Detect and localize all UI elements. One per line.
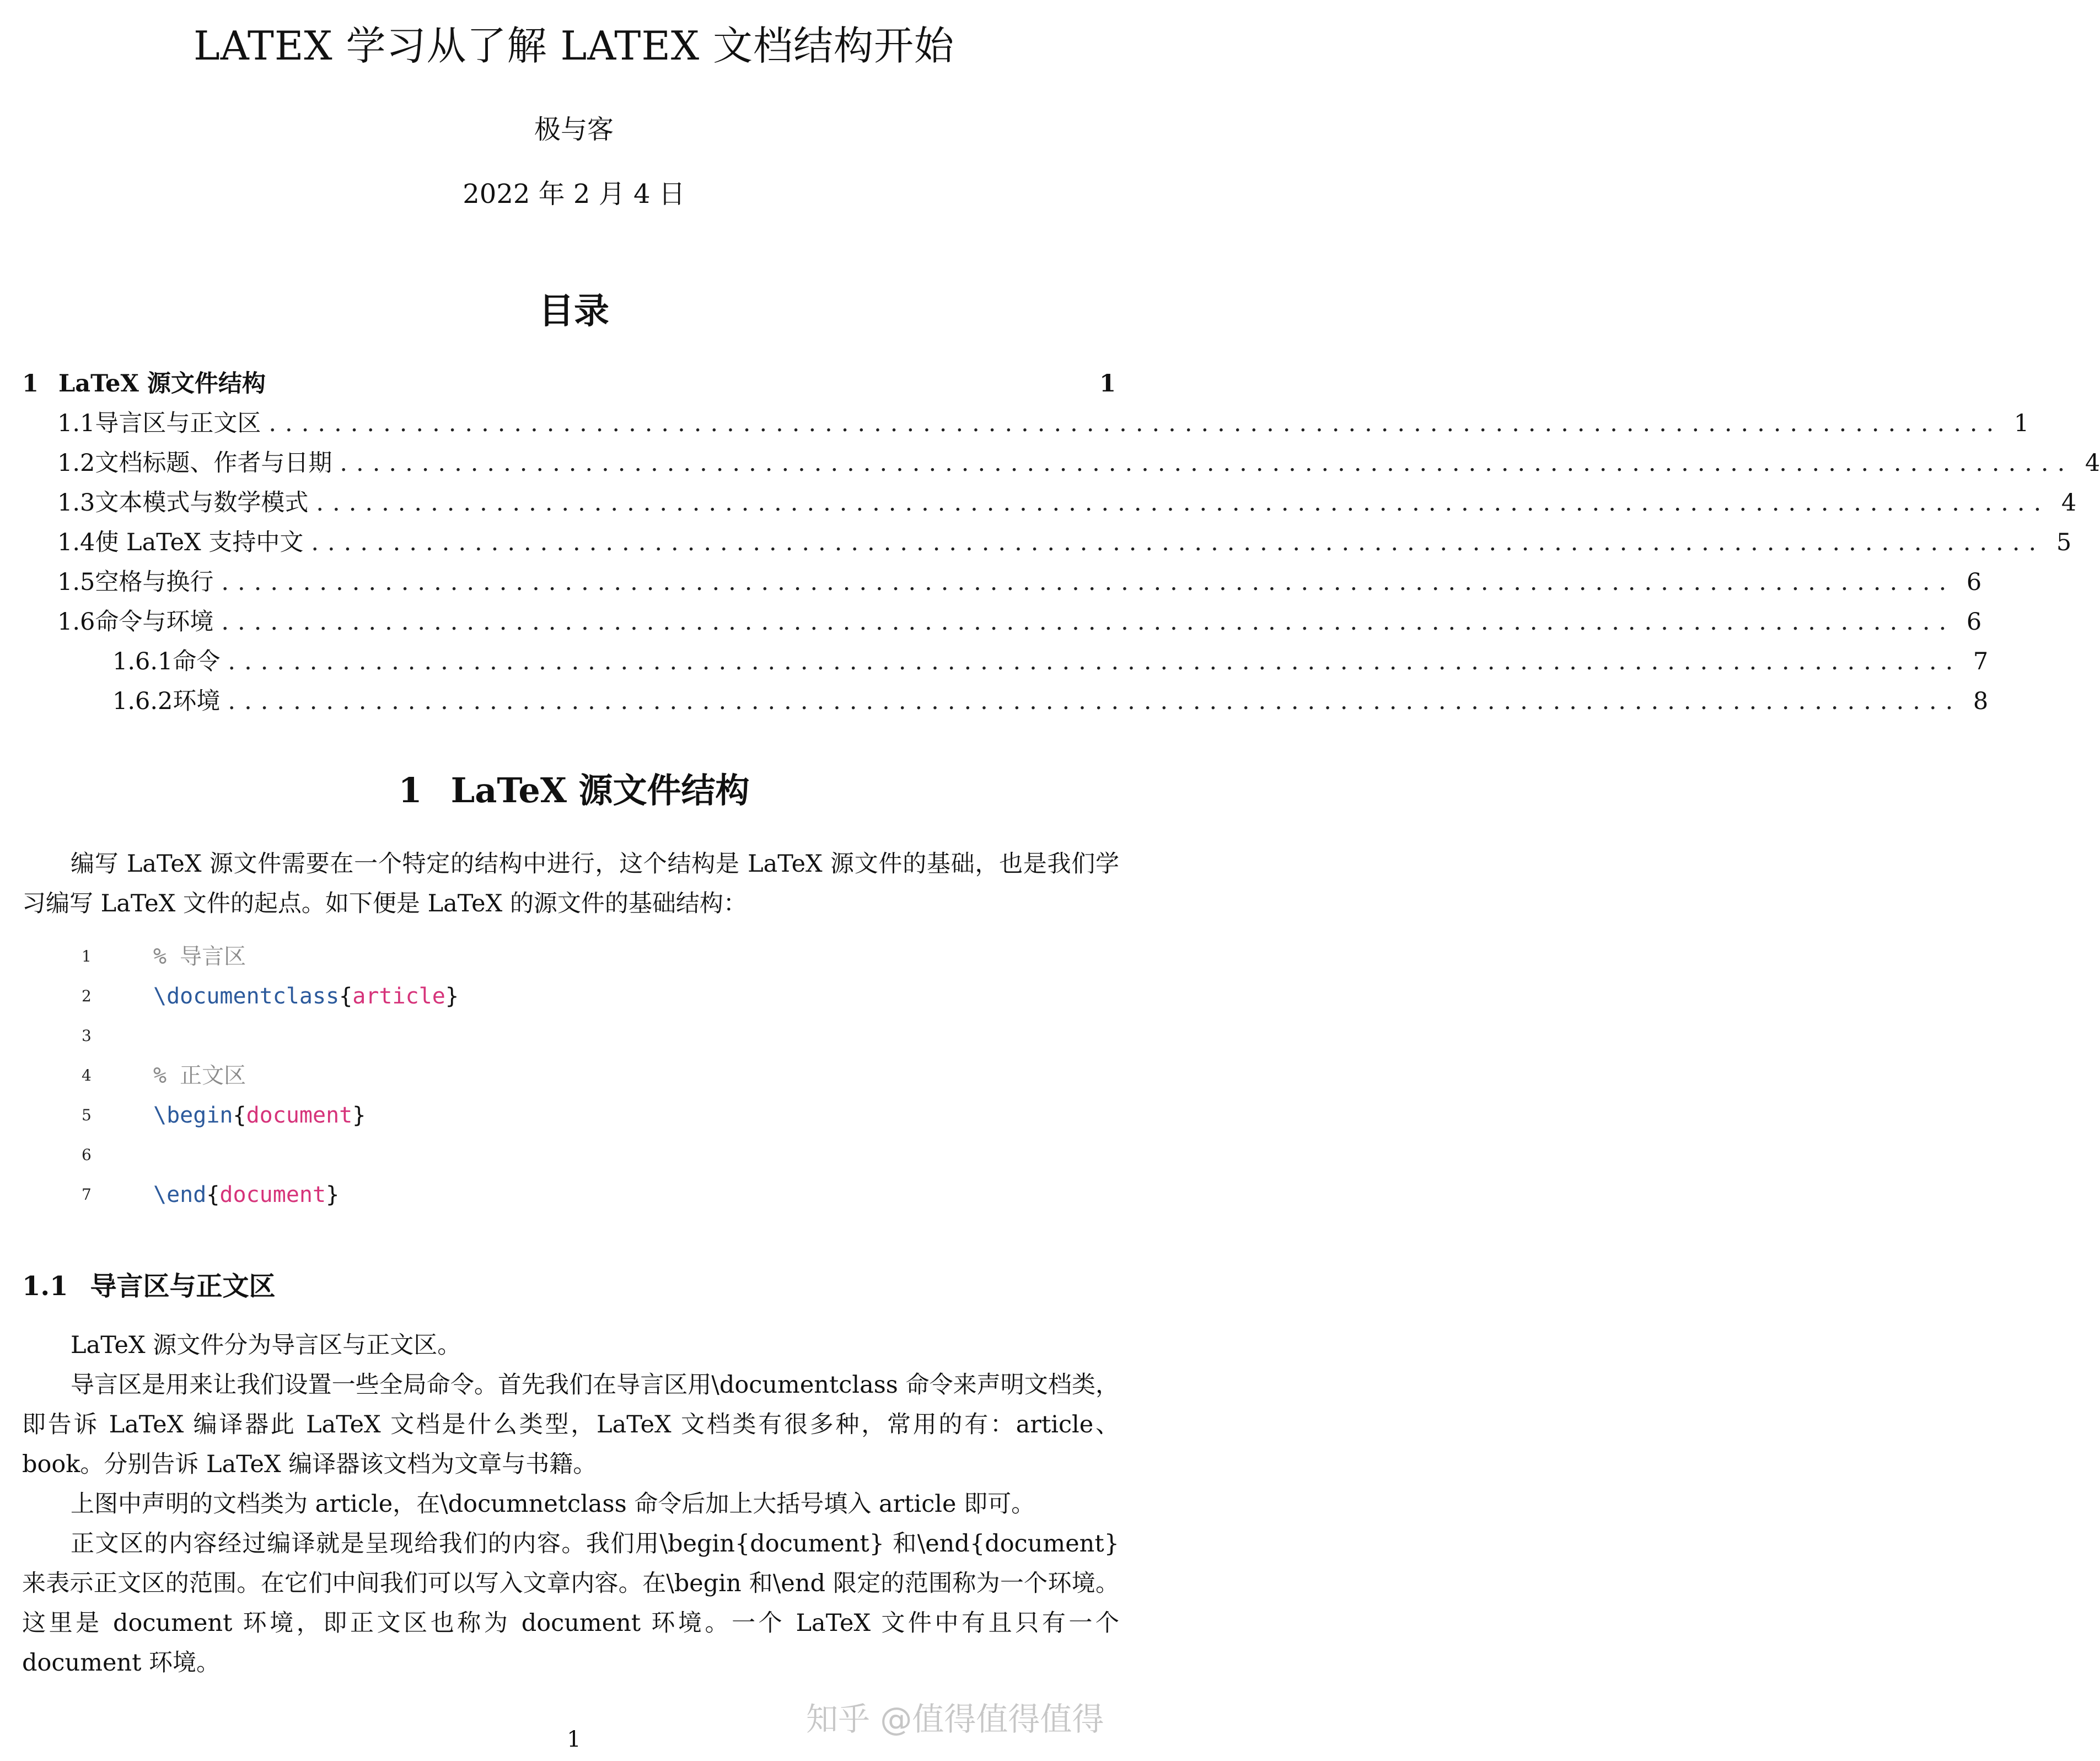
section-intro-paragraph: 编写 LaTeX 源文件需要在一个特定的结构中进行，这个结构是 LaTeX 源文件的基础，也是我们学习编写 LaTeX 文件的起点。如下便是 LaTeX 的源文件的基础结构：: [22, 850, 1119, 917]
code-line-number: 3: [82, 1027, 92, 1045]
watermark: 知乎 @值得值得值得: [806, 1700, 1104, 1738]
code-line-number: 1: [82, 947, 92, 965]
body-paragraph: 正文区的内容经过编译就是呈现给我们的内容。我们用\begin{document} 和\end{document} 来表示正文区的范围。在它们中间我们可以写入文章内容。在\begin 和\end 限定的范围称为一个环境。这里是 document 环境，即正文区也称为 document 环境。一个 LaTeX 文件中有且只有一个 document 环境。: [22, 1530, 1119, 1677]
toc-leader-dots: ..........................................................................................................: [268, 410, 2003, 437]
toc-entry[interactable]: [57, 408, 2029, 439]
toc-entry-page: 8: [1973, 688, 1989, 715]
toc-entry-page: 7: [1973, 648, 1989, 675]
toc-leader-dots: ..........................................................................................................: [316, 489, 2050, 517]
toc-entry-number: 1.2: [57, 449, 95, 477]
toc-entry[interactable]: [57, 527, 2072, 558]
section-heading: [0, 769, 1148, 812]
body-paragraph: 上图中声明的文档类为 article，在\documnetclass 命令后加上大括号填入 article 即可。: [71, 1490, 1035, 1518]
toc-leader-dots: ..........................................................................................................: [221, 608, 1956, 636]
toc-entry-title: 命令: [173, 648, 221, 675]
toc-entry[interactable]: [57, 487, 2077, 518]
toc-entry[interactable]: [57, 606, 1982, 637]
code-line-number: 2: [82, 987, 92, 1005]
code-line-number: 6: [82, 1146, 92, 1164]
toc-entry[interactable]: [57, 448, 2100, 479]
toc-leader-dots: ..........................................................................................................: [228, 688, 1962, 715]
toc-leader-dots: ..........................................................................................................: [340, 449, 2074, 477]
toc-leader-dots: ..........................................................................................................: [311, 529, 2045, 556]
toc-entry-page: 4: [2085, 449, 2100, 477]
subsection-heading: [22, 1269, 276, 1303]
code-argument: document: [246, 1103, 353, 1128]
code-comment: % 导言区: [153, 944, 246, 969]
document-title: LATEX 学习从了解 LATEX 文档结构开始: [193, 23, 955, 69]
toc-entry-title: 导言区与正文区: [95, 410, 261, 437]
code-line-number: 7: [82, 1185, 92, 1204]
toc-entry[interactable]: [22, 368, 1116, 399]
section-title: LaTeX 源文件结构: [450, 770, 750, 810]
section-number: 1: [398, 770, 422, 810]
toc-entry-title: LaTeX 源文件结构: [58, 370, 266, 398]
toc-entry-title: 文档标题、作者与日期: [95, 449, 332, 477]
toc-leader-dots: ..........................................................................................................: [228, 648, 1962, 675]
code-command: \begin: [153, 1103, 233, 1128]
subsection-title: 导言区与正文区: [90, 1271, 276, 1302]
toc-entry-page: 6: [1966, 608, 1982, 636]
document-date: 2022 年 2 月 4 日: [463, 179, 685, 210]
document-author: 极与客: [534, 114, 614, 145]
toc-entry-number: 1: [22, 370, 39, 398]
toc-entry-page: 6: [1966, 568, 1982, 596]
subsection-number: 1.1: [22, 1271, 68, 1302]
toc-entry-number: 1.6.1: [112, 648, 173, 675]
toc-leader-dots: ..........................................................................................................: [221, 568, 1956, 596]
toc-entry-page: 1: [1099, 370, 1116, 398]
toc-entry-number: 1.5: [57, 568, 95, 596]
toc-entry-title: 使 LaTeX 支持中文: [95, 529, 304, 556]
toc-entry[interactable]: [112, 646, 1989, 677]
code-argument: document: [219, 1182, 326, 1207]
toc-entry-number: 1.3: [57, 489, 95, 517]
toc-entry-number: 1.4: [57, 529, 95, 556]
code-command: \end: [153, 1182, 207, 1207]
toc-entry-page: 1: [2013, 410, 2029, 437]
toc-entry-number: 1.6.2: [112, 688, 173, 715]
toc-entry-page: 4: [2061, 489, 2077, 517]
body-paragraph: LaTeX 源文件分为导言区与正文区。: [71, 1332, 461, 1359]
code-line-number: 5: [82, 1106, 92, 1124]
code-command: \documentclass: [153, 984, 340, 1009]
toc-entry-page: 5: [2056, 529, 2072, 556]
body-paragraph: 导言区是用来让我们设置一些全局命令。首先我们在导言区用\documentclass 命令来声明文档类，即告诉 LaTeX 编译器此 LaTeX 文档是什么类型，LaTeX 文档类有很多种，常用的有：article、book。分别告诉 LaTeX 编译器该文档为文章与书籍。: [22, 1371, 1119, 1478]
toc-heading: 目录: [539, 291, 609, 332]
code-line-number: 4: [82, 1066, 92, 1084]
toc-entry-title: 命令与环境: [95, 608, 214, 636]
toc-entry-title: 文本模式与数学模式: [95, 489, 309, 517]
toc-entry[interactable]: [112, 686, 1989, 717]
toc-entry-title: 环境: [173, 688, 221, 715]
code-comment: % 正文区: [153, 1063, 246, 1088]
toc-entry-title: 空格与换行: [95, 568, 214, 596]
toc-entry[interactable]: [57, 567, 1982, 598]
code-argument: article: [352, 984, 445, 1009]
toc-entry-number: 1.1: [57, 410, 95, 437]
toc-entry-number: 1.6: [57, 608, 95, 636]
page-number: 1: [567, 1727, 581, 1752]
